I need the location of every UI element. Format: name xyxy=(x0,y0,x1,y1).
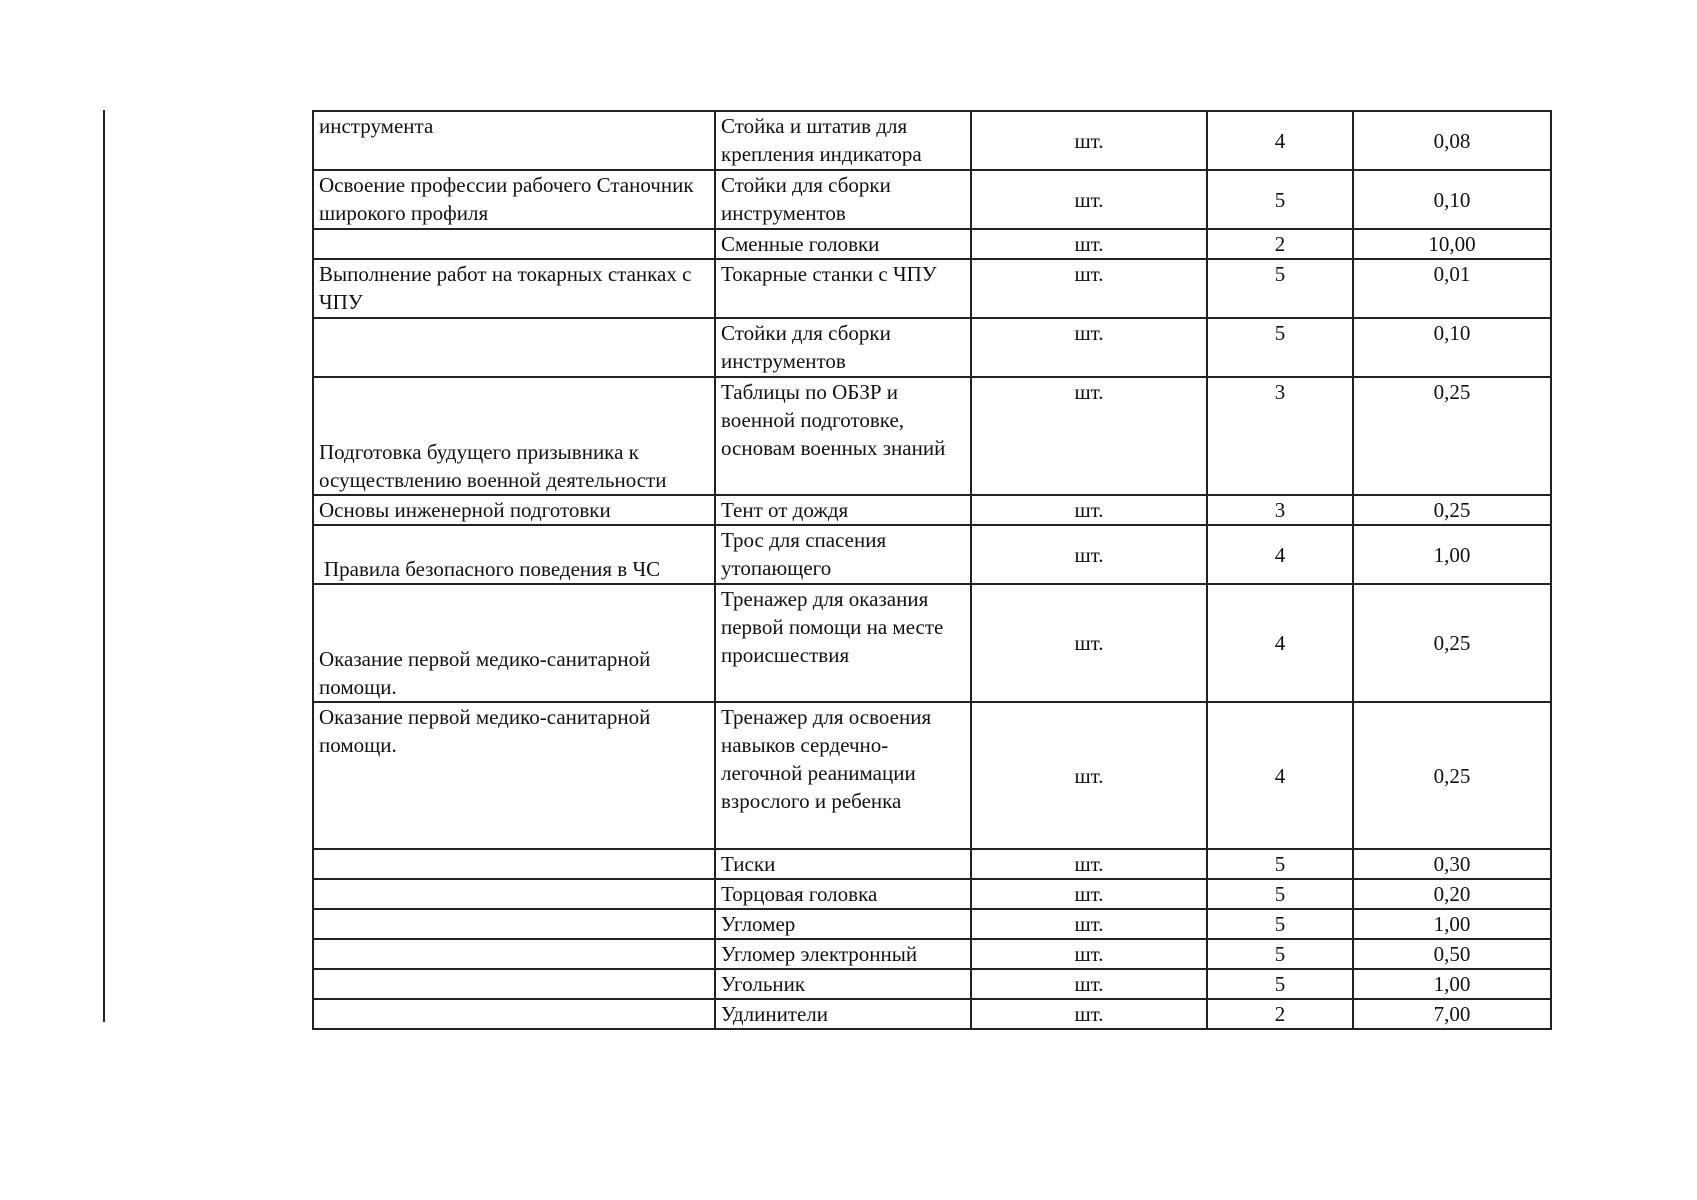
item-cell: Тренажер для оказания первой помощи на месте происшествия xyxy=(715,584,971,702)
norm-cell: 0,20 xyxy=(1353,879,1551,909)
unit-cell: шт. xyxy=(971,969,1207,999)
table-row xyxy=(313,318,1551,377)
unit-cell: шт. xyxy=(971,939,1207,969)
unit-cell: шт. xyxy=(971,909,1207,939)
item-cell: Удлинители xyxy=(715,999,971,1029)
table-row xyxy=(313,909,1551,939)
section-cell: Правила безопасного поведения в ЧС xyxy=(313,525,715,584)
unit-cell: шт. xyxy=(971,495,1207,525)
norm-cell: 7,00 xyxy=(1353,999,1551,1029)
item-cell: Угломер xyxy=(715,909,971,939)
item-cell: Сменные головки xyxy=(715,229,971,259)
section-cell: Оказание первой медико-санитарной помощи. xyxy=(313,584,715,702)
table-row xyxy=(313,170,1551,229)
item-cell: Стойка и штатив для крепления индикатора xyxy=(715,111,971,170)
section-cell xyxy=(313,969,715,999)
qty-cell: 3 xyxy=(1207,377,1353,495)
unit-cell: шт. xyxy=(971,702,1207,849)
norm-cell: 0,25 xyxy=(1353,495,1551,525)
section-cell: Оказание первой медико-санитарной помощи. xyxy=(313,702,715,849)
qty-cell: 5 xyxy=(1207,909,1353,939)
qty-cell: 4 xyxy=(1207,702,1353,849)
unit-cell: шт. xyxy=(971,584,1207,702)
norm-cell: 0,08 xyxy=(1353,111,1551,170)
norm-cell: 0,25 xyxy=(1353,584,1551,702)
item-cell: Торцовая головка xyxy=(715,879,971,909)
table-row xyxy=(313,969,1551,999)
qty-cell: 5 xyxy=(1207,259,1353,318)
section-cell: Основы инженерной подготовки xyxy=(313,495,715,525)
qty-cell: 4 xyxy=(1207,584,1353,702)
qty-cell: 5 xyxy=(1207,939,1353,969)
item-cell: Тренажер для освоения навыков сердечно-легочной реанимации взрослого и ребенка xyxy=(715,702,971,849)
item-cell: Тент от дождя xyxy=(715,495,971,525)
section-cell: Освоение профессии рабочего Станочник широкого профиля xyxy=(313,170,715,229)
item-cell: Таблицы по ОБЗР и военной подготовке, основам военных знаний xyxy=(715,377,971,495)
table-row xyxy=(313,525,1551,584)
unit-cell: шт. xyxy=(971,879,1207,909)
unit-cell: шт. xyxy=(971,525,1207,584)
section-cell xyxy=(313,999,715,1029)
section-cell xyxy=(313,229,715,259)
norm-cell: 1,00 xyxy=(1353,525,1551,584)
norm-cell: 0,25 xyxy=(1353,702,1551,849)
norm-cell: 0,30 xyxy=(1353,849,1551,879)
unit-cell: шт. xyxy=(971,377,1207,495)
equipment-table xyxy=(312,110,1552,1030)
table-row xyxy=(313,939,1551,969)
qty-cell: 5 xyxy=(1207,969,1353,999)
qty-cell: 3 xyxy=(1207,495,1353,525)
table-row xyxy=(313,879,1551,909)
section-cell: инструмента xyxy=(313,111,715,170)
qty-cell: 5 xyxy=(1207,318,1353,377)
unit-cell: шт. xyxy=(971,170,1207,229)
page-margin-line xyxy=(103,110,105,1022)
item-cell: Угольник xyxy=(715,969,971,999)
item-cell: Токарные станки с ЧПУ xyxy=(715,259,971,318)
section-cell xyxy=(313,318,715,377)
section-cell xyxy=(313,849,715,879)
norm-cell: 0,50 xyxy=(1353,939,1551,969)
unit-cell: шт. xyxy=(971,229,1207,259)
item-cell: Тиски xyxy=(715,849,971,879)
norm-cell: 10,00 xyxy=(1353,229,1551,259)
qty-cell: 2 xyxy=(1207,229,1353,259)
section-cell: Выполнение работ на токарных станках с ЧПУ xyxy=(313,259,715,318)
section-cell xyxy=(313,939,715,969)
unit-cell: шт. xyxy=(971,849,1207,879)
norm-cell: 0,10 xyxy=(1353,170,1551,229)
item-cell: Угломер электронный xyxy=(715,939,971,969)
qty-cell: 2 xyxy=(1207,999,1353,1029)
norm-cell: 1,00 xyxy=(1353,909,1551,939)
table-row xyxy=(313,229,1551,259)
section-cell xyxy=(313,909,715,939)
qty-cell: 5 xyxy=(1207,849,1353,879)
qty-cell: 4 xyxy=(1207,111,1353,170)
unit-cell: шт. xyxy=(971,318,1207,377)
table-row xyxy=(313,584,1551,702)
unit-cell: шт. xyxy=(971,259,1207,318)
unit-cell: шт. xyxy=(971,111,1207,170)
section-cell xyxy=(313,879,715,909)
item-cell: Стойки для сборки инструментов xyxy=(715,170,971,229)
section-cell: Подготовка будущего призывника к осуществлению военной деятельности xyxy=(313,377,715,495)
table-row xyxy=(313,111,1551,170)
table-row xyxy=(313,259,1551,318)
norm-cell: 0,25 xyxy=(1353,377,1551,495)
table-row xyxy=(313,702,1551,849)
table-row xyxy=(313,495,1551,525)
table-row xyxy=(313,999,1551,1029)
norm-cell: 0,10 xyxy=(1353,318,1551,377)
norm-cell: 0,01 xyxy=(1353,259,1551,318)
table-row xyxy=(313,377,1551,495)
item-cell: Трос для спасения утопающего xyxy=(715,525,971,584)
qty-cell: 5 xyxy=(1207,170,1353,229)
qty-cell: 5 xyxy=(1207,879,1353,909)
norm-cell: 1,00 xyxy=(1353,969,1551,999)
item-cell: Стойки для сборки инструментов xyxy=(715,318,971,377)
table-row xyxy=(313,849,1551,879)
unit-cell: шт. xyxy=(971,999,1207,1029)
qty-cell: 4 xyxy=(1207,525,1353,584)
